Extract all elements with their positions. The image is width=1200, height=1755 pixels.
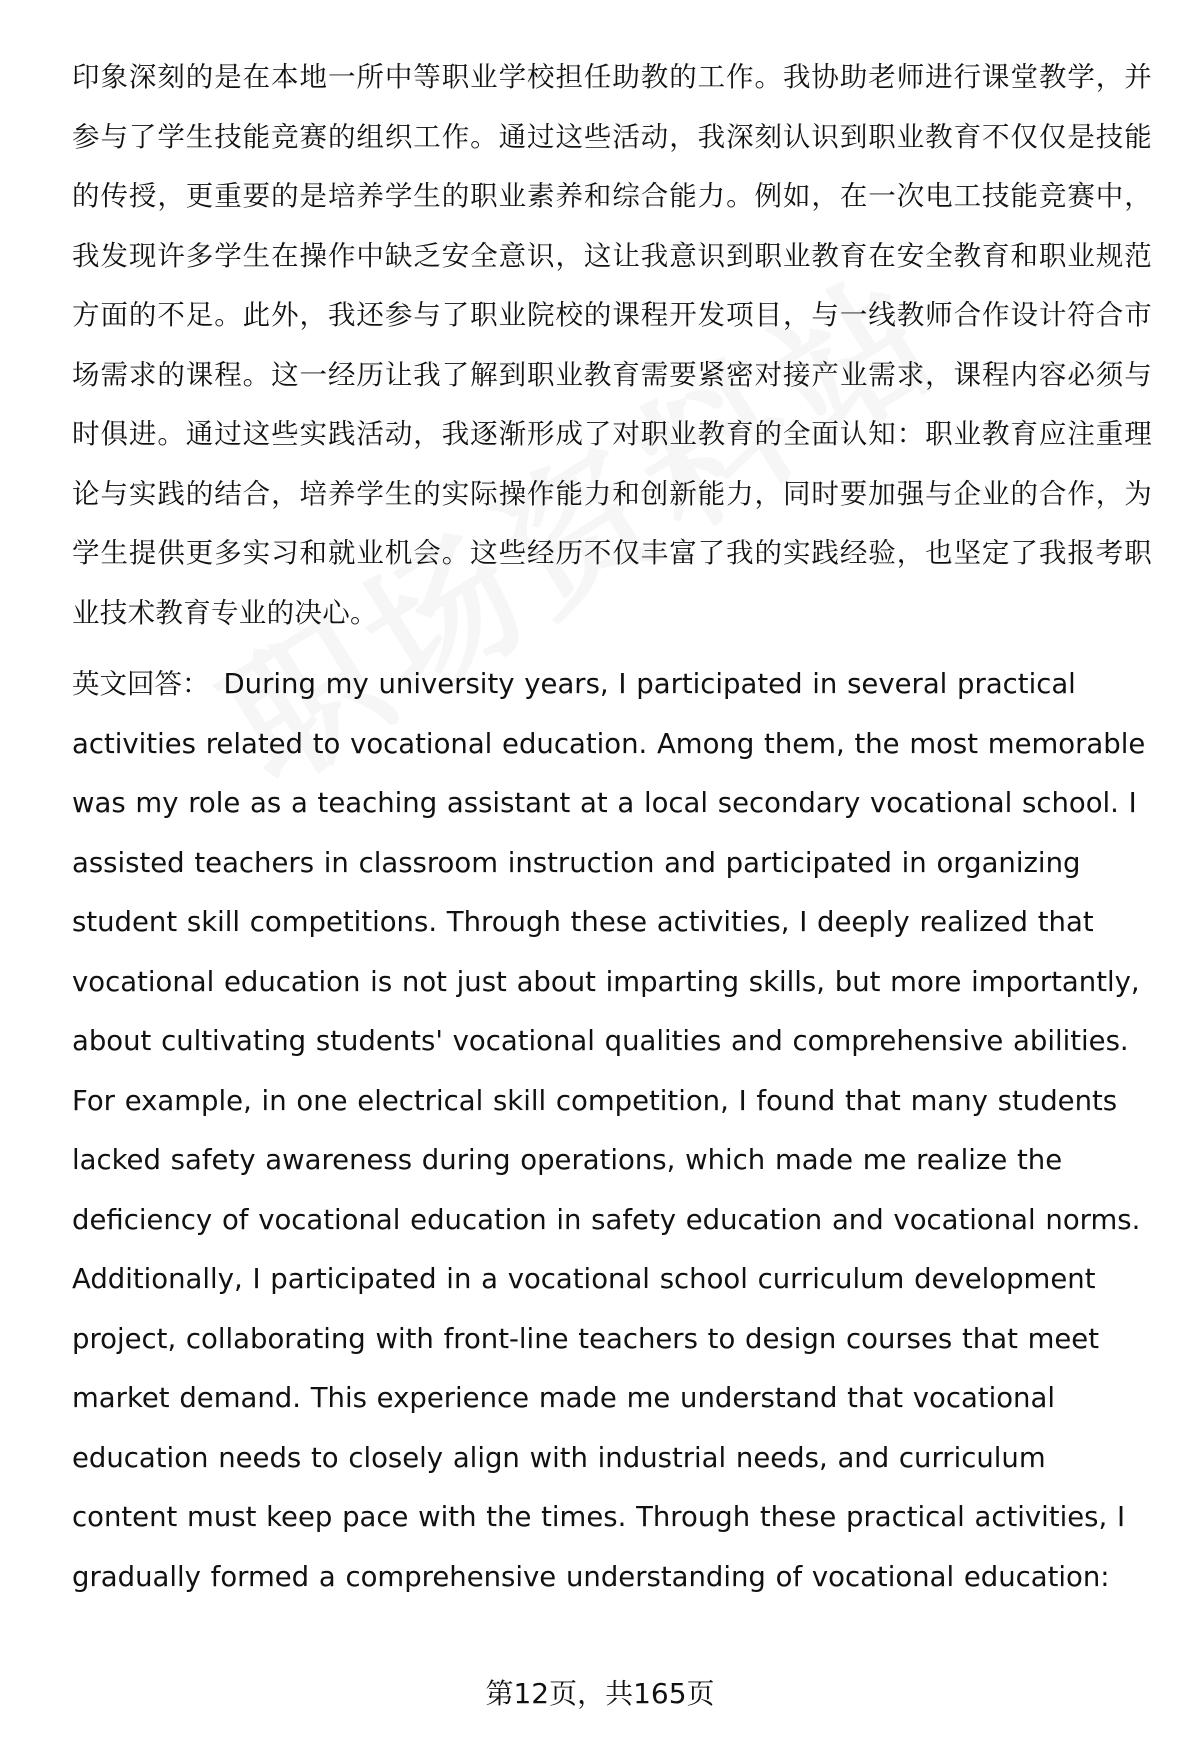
english-answer-text: During my university years, I participated in several practical activities related to vocational education. Among them, the most memorable was my role as a teaching assistant at a local secondary vocational school. I assisted teachers in classroom instruction and participated in organizing student skill competitions. Through these activities, I deeply realized that vocational education is not just about imparting skills, but more importantly, about cultivating students' vocational qualities and comprehensive abilities. For example, in one electrical skill competition, I found that many students lacked safety awareness during operations, which made me realize the deficiency of vocational education in safety education and vocational norms. Additionally, I participated in a vocational school curriculum development project, collaborating with front-line teachers to design courses that meet market demand. This experience made me understand that vocational education needs to closely align with industrial needs, and curriculum content must keep pace with the times. Through these practical activities, I gradually formed a comprehensive understanding of vocational education:	[72, 668, 1146, 1593]
chinese-answer-paragraph: 印象深刻的是在本地一所中等职业学校担任助教的工作。我协助老师进行课堂教学，并参与了学生技能竞赛的组织工作。通过这些活动，我深刻认识到职业教育不仅仅是技能的传授，更重要的是培养学生的职业素养和综合能力。例如，在一次电工技能竞赛中，我发现许多学生在操作中缺乏安全意识，这让我意识到职业教育在安全教育和职业规范方面的不足。此外，我还参与了职业院校的课程开发项目，与一线教师合作设计符合市场需求的课程。这一经历让我了解到职业教育需要紧密对接产业需求，课程内容必须与时俱进。通过这些实践活动，我逐渐形成了对职业教育的全面认知：职业教育应注重理论与实践的结合，培养学生的实际操作能力和创新能力，同时要加强与企业的合作，为学生提供更多实习和就业机会。这些经历不仅丰富了我的实践经验，也坚定了我报考职业技术教育专业的决心。	[72, 61, 1152, 629]
english-answer-paragraph	[72, 655, 1152, 1607]
english-answer-label: 英文回答：	[72, 668, 210, 700]
page-number-footer: 第12页，共165页	[485, 1677, 715, 1710]
document-body	[72, 48, 1152, 1607]
